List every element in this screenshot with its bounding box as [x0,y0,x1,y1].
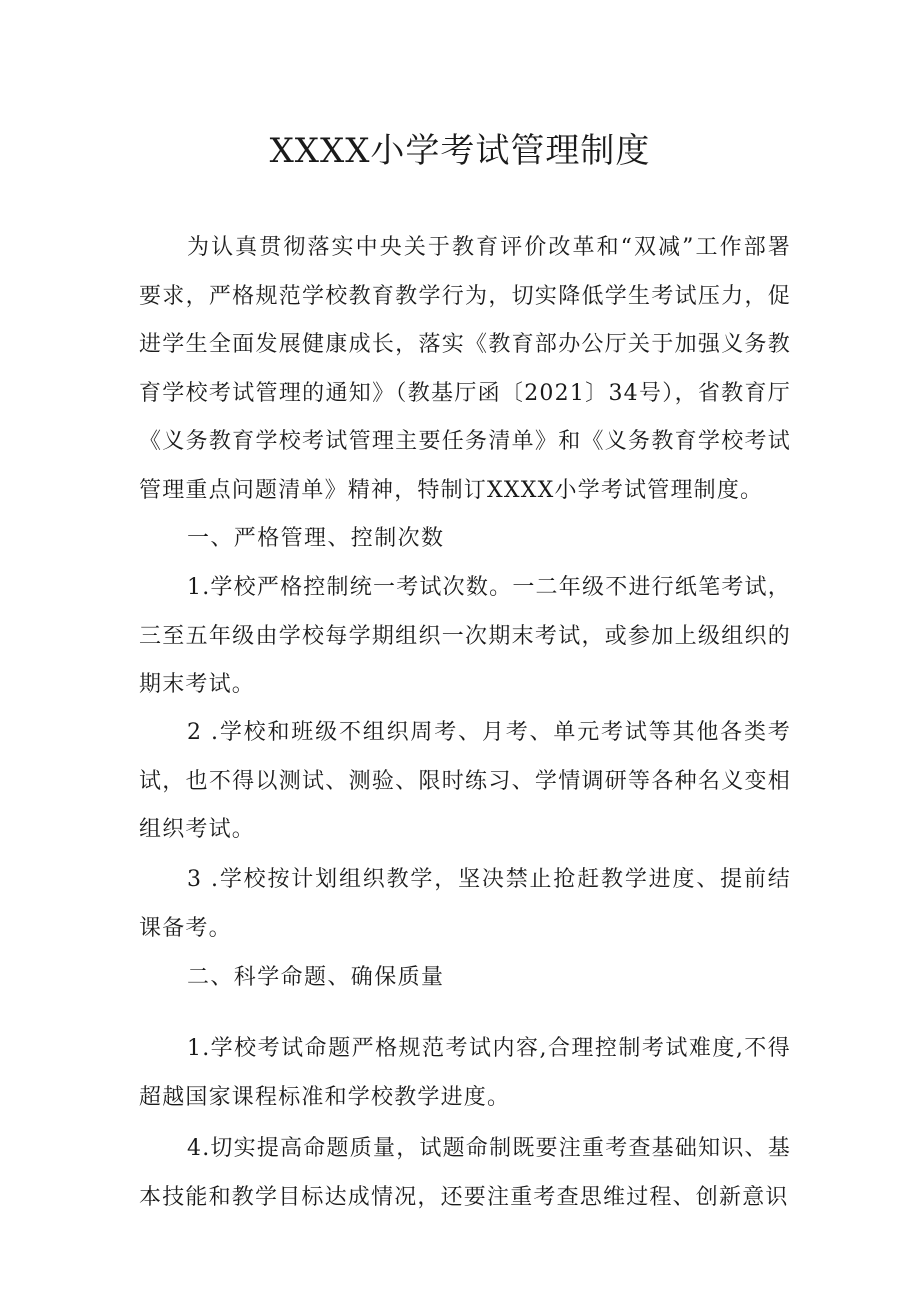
document-title: XXXX小学考试管理制度 [269,131,651,171]
intro-paragraph: 为认真贯彻落实中央关于教育评价改革和“双减”工作部署要求，严格规范学校教育教学行为，切实降低学生考试压力，促进学生全面发展健康成长，落实《教育部办公厅关于加强义务教育学校考试管理的通知》（教基厅函〔2021〕34号），省教育厅《义务教育学校考试管理主要任务清单》和《义务教育学校考试管理重点问题清单》精神，特制订XXXX小学考试管理制度。 [139,235,791,503]
section1-item-2: 2 .学校和班级不组织周考、月考、单元考试等其他各类考试，也不得以测试、测验、限时练习、学情调研等各种名义变相组织考试。 [139,720,791,842]
section-heading-1: 一、严格管理、控制次数 [187,526,445,551]
section1-item-3: 3 .学校按计划组织教学，坚决禁止抢赶教学进度、提前结课备考。 [139,867,791,941]
section1-item-1: 1.学校严格控制统一考试次数。一二年级不进行纸笔考试，三至五年级由学校每学期组织一次期末考试，或参加上级组织的期末考试。 [139,575,791,697]
section2-item-1: 1.学校考试命题严格规范考试内容,合理控制考试难度,不得超越国家课程标准和学校教学进度。 [139,1036,791,1110]
section2-item-4: 4.切实提高命题质量，试题命制既要注重考查基础知识、基本技能和教学目标达成情况，还要注重考查思维过程、创新意识 [139,1136,791,1210]
section-heading-2: 二、科学命题、确保质量 [187,965,445,990]
